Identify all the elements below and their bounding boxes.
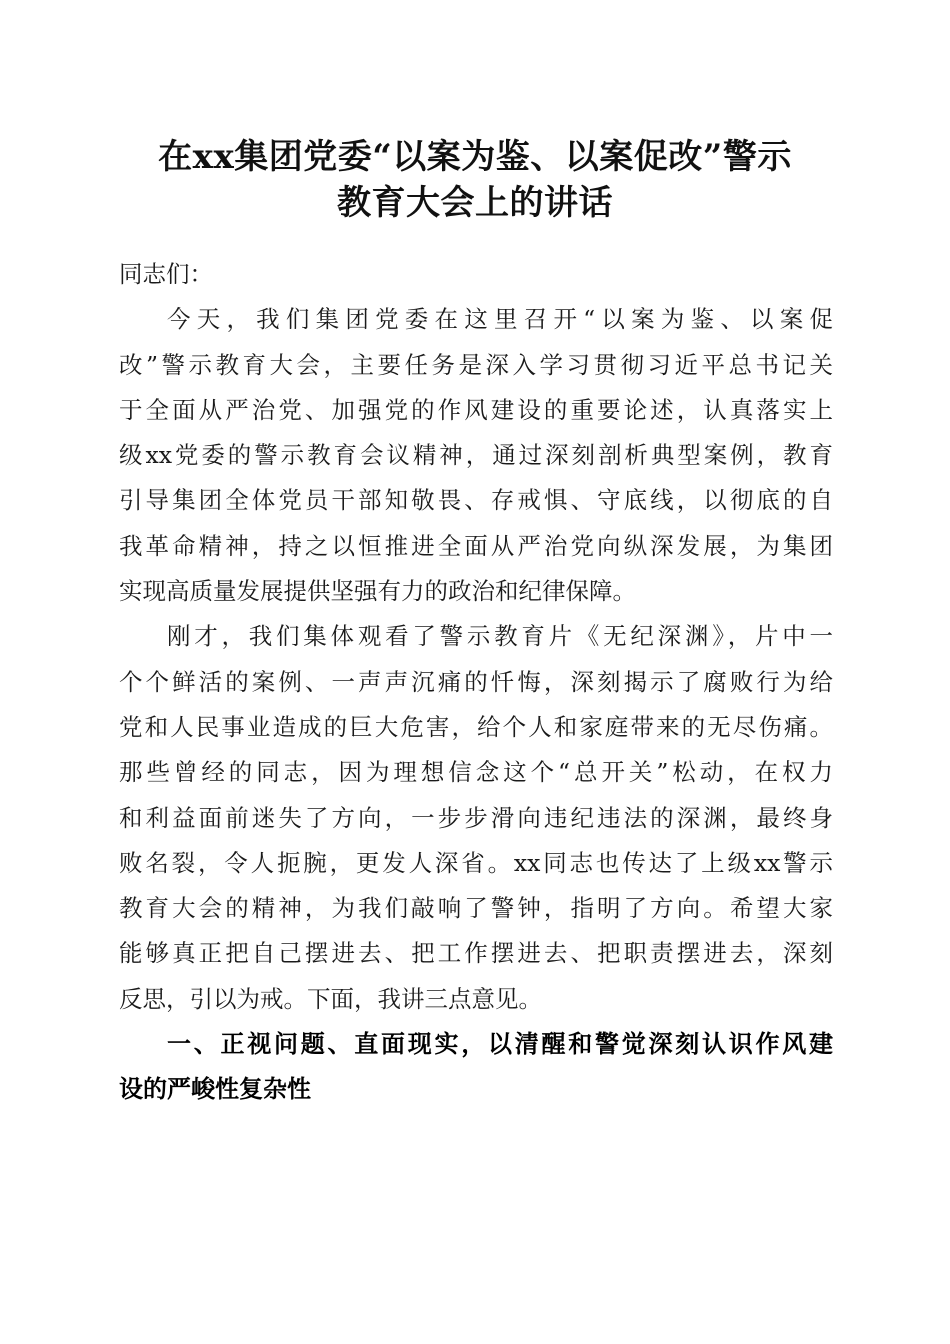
title-line-1: 在xx集团党委“以案为鉴、以案促改”警示 [158,137,792,177]
paragraph-2-line: 能够真正把自己摆进去、把工作摆进去、把职责摆进去，深刻 [119,939,833,968]
title-line-2: 教育大会上的讲话 [337,183,613,223]
paragraph-2-line: 和利益面前迷失了方向，一步步滑向违纪违法的深渊，最终身 [119,803,833,832]
paragraph-1-line: 实现高质量发展提供坚强有力的政治和纪律保障。 [119,577,636,606]
paragraph-2-line: 反思，引以为戒。下面，我讲三点意见。 [119,984,542,1013]
paragraph-1-line: 改”警示教育大会，主要任务是深入学习贯彻习近平总书记关 [119,350,833,379]
section-heading-line: 设的严峻性复杂性 [119,1075,311,1104]
paragraph-2-line: 刚才，我们集体观看了警示教育片《无纪深渊》，片中一 [167,622,833,651]
document-title [100,134,850,226]
paragraph-1-line: 级xx党委的警示教育会议精神，通过深刻剖析典型案例，教育 [119,441,833,470]
paragraph-2-line: 教育大会的精神，为我们敲响了警钟，指明了方向。希望大家 [119,894,833,923]
paragraph-2 [119,614,833,1022]
paragraph-2-line: 党和人民事业造成的巨大危害，给个人和家庭带来的无尽伤痛。 [119,712,833,741]
salutation: 同志们： [119,260,213,288]
section-heading-1 [119,1022,833,1113]
paragraph-1-line: 我革命精神，持之以恒推进全面从严治党向纵深发展，为集团 [119,531,833,560]
paragraph-1-line: 今天，我们集团党委在这里召开“以案为鉴、以案促 [167,305,833,334]
paragraph-2-line: 个个鲜活的案例、一声声沉痛的忏悔，深刻揭示了腐败行为给 [119,667,833,696]
paragraph-1-line: 于全面从严治党、加强党的作风建设的重要论述，认真落实上 [119,395,833,424]
paragraph-2-line: 那些曾经的同志，因为理想信念这个“总开关”松动，在权力 [119,758,833,787]
section-heading-line: 一、正视问题、直面现实，以清醒和警觉深刻认识作风建 [167,1030,833,1059]
paragraph-2-line: 败名裂，令人扼腕，更发人深省。xx同志也传达了上级xx警示 [119,848,833,877]
paragraph-1 [119,297,833,614]
document-body [119,252,833,1113]
paragraph-1-line: 引导集团全体党员干部知敬畏、存戒惧、守底线，以彻底的自 [119,486,833,515]
